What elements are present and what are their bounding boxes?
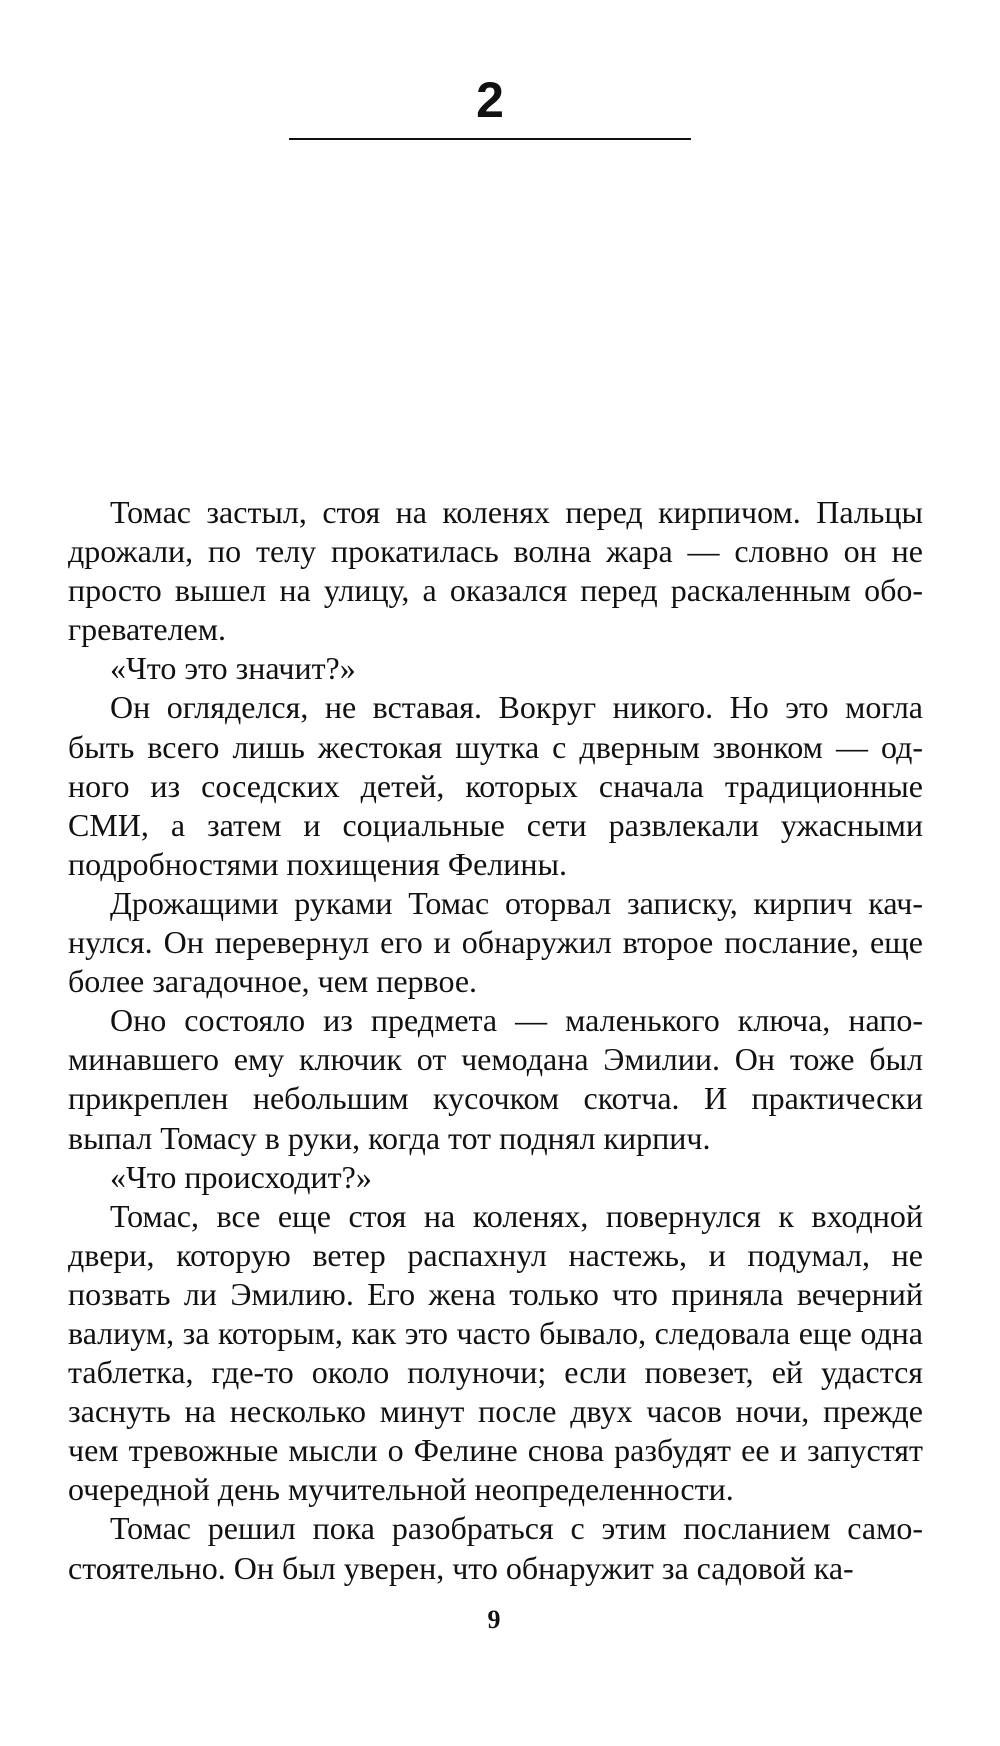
paragraph: «Что происходит?»: [110, 1158, 372, 1195]
chapter-divider: [289, 138, 691, 140]
paragraph: Томас застыл, стоя на коленях перед кирпичом. Пальцы дрожали, по телу прокатилась волна жара — словно он не просто вышел на улицу, а оказался перед раскаленным обогревателем.: [68, 494, 923, 648]
paragraph: Дрожащими руками Томас оторвал записку, кирпич качнулся. Он перевернул его и обнаружил второе послание, еще более загадочное, чем первое.: [68, 884, 923, 1000]
chapter-body: [68, 493, 923, 1588]
paragraph: Оно состояло из предмета — маленького ключа, напоминавшего ему ключик от чемодана Эмилии. Он тоже был прикреплен небольшим кусочком скотча. И практически выпал Томасу в руки, когда тот поднял кирпич.: [68, 1002, 923, 1156]
paragraph: Томас решил пока разобраться с этим посланием самостоятельно. Он был уверен, что обнаружит за садовой ка-: [68, 1510, 923, 1586]
paragraph: Он огляделся, не вставая. Вокруг никого. Но это могла быть всего лишь жестокая шутка с дверным звонком — одного из соседских детей, которых сначала традиционные СМИ, а затем и социальные сети развлекали ужасными подробностями похищения Фелины.: [68, 689, 923, 882]
page-number: 9: [487, 1605, 501, 1634]
paragraph: Томас, все еще стоя на коленях, повернулся к входной двери, которую ветер распахнул настежь, и подумал, не позвать ли Эмилию. Его жена только что приняла вечерний валиум, за которым, как это часто бывало, следовала еще одна таблетка, где-то около полуночи; если повезет, ей удастся заснуть на несколько минут после двух часов ночи, прежде чем тревожные мысли о Фелине снова разбудят ее и запустят очередной день мучительной неопределенности.: [68, 1197, 923, 1508]
paragraph: «Что это значит?»: [110, 650, 356, 687]
chapter-number: 2: [476, 72, 504, 128]
